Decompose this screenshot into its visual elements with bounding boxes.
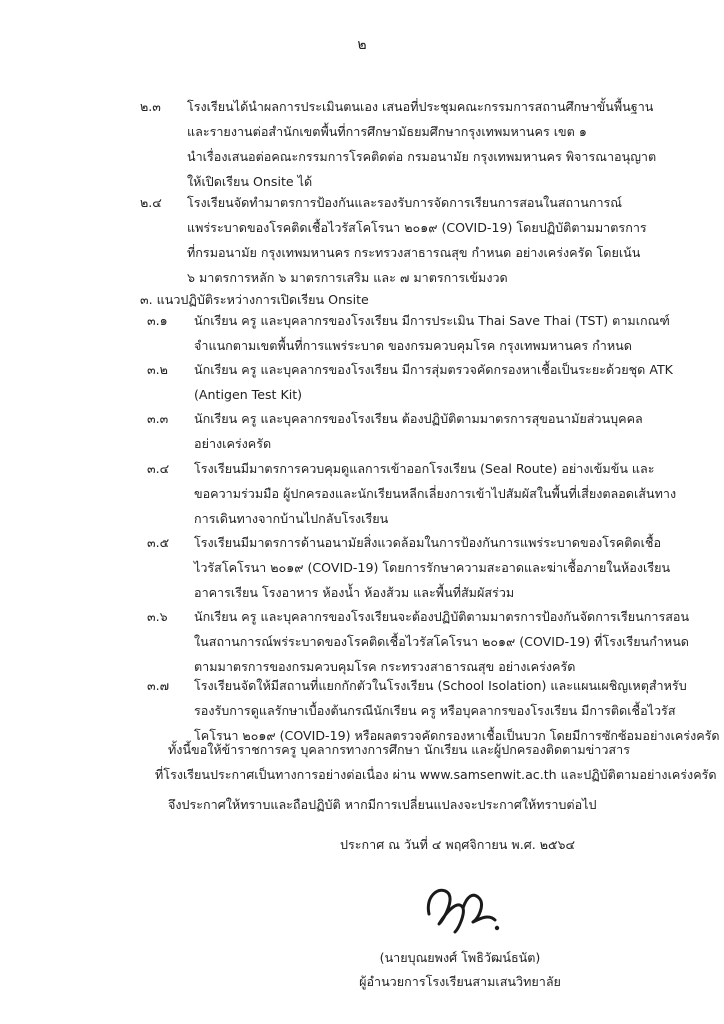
- text-line: โรงเรียนได้นำผลการประเมินตนเอง เสนอที่ประชุมคณะกรรมการสถานศึกษาขั้นพื้นฐาน: [187, 99, 654, 114]
- item-number: ๒.๔: [140, 195, 162, 210]
- item-number: ๒.๓: [140, 99, 161, 114]
- text-line: นำเรื่องเสนอต่อคณะกรรมการโรคติดต่อ กรมอนามัย กรุงเทพมหานคร พิจารณาอนุญาต: [187, 149, 657, 164]
- signature-mark: [415, 878, 505, 940]
- item-text: [187, 190, 647, 290]
- text-line: โรงเรียนจัดทำมาตรการป้องกันและรองรับการจัดการเรียนการสอนในสถานการณ์: [187, 195, 622, 210]
- text-line: โรงเรียนจัดให้มีสถานที่แยกกักตัวในโรงเรียน (School Isolation) และแผนเผชิญเหตุสำหรับ: [194, 678, 687, 693]
- signature: [415, 878, 505, 940]
- text-line: ให้เปิดเรียน Onsite ได้: [187, 174, 313, 189]
- item-number: ๓.๖: [147, 609, 168, 624]
- text-line: นักเรียน ครู และบุคลากรของโรงเรียน มีการประเมิน Thai Save Thai (TST) ตามเกณฑ์: [194, 313, 670, 328]
- text-line: อาคารเรียน โรงอาหาร ห้องน้ำ ห้องส้วม และพื้นที่สัมผัสร่วม: [194, 585, 515, 600]
- item-text: [194, 406, 643, 456]
- text-line: นักเรียน ครู และบุคลากรของโรงเรียน ต้องปฏิบัติตามมาตรการสุขอนามัยส่วนบุคคล: [194, 411, 643, 426]
- text-line: นักเรียน ครู และบุคลากรของโรงเรียน มีการสุ่มตรวจคัดกรองหาเชื้อเป็นระยะด้วยชุด ATK: [194, 362, 673, 377]
- announcement-line: จึงประกาศให้ทราบและถือปฏิบัติ หากมีการเปลี่ยนแปลงจะประกาศให้ทราบต่อไป: [168, 797, 597, 812]
- item-number: ๓.๔: [147, 461, 170, 476]
- text-line: และรายงานต่อสำนักเขตพื้นที่การศึกษามัธยมศึกษากรุงเทพมหานคร เขต ๑: [187, 124, 587, 139]
- item-number: ๓.๓: [147, 411, 169, 426]
- item-text: [194, 357, 673, 407]
- text-line: ในสถานการณ์พร่ระบาดของโรคติดเชื้อไวรัสโคโรนา ๒๐๑๙ (COVID-19) ที่โรงเรียนกำหนด: [194, 634, 689, 649]
- text-line: โคโรนา ๒๐๑๙ (COVID-19) หรือผลตรวจคัดกรองหาเชื้อเป็นบวก โดยมีการซักซ้อมอย่างเคร่งครัด: [194, 728, 720, 743]
- signer-name: (นายบุณยพงศ์ โพธิวัฒน์ธนัต): [379, 950, 541, 965]
- item-text: [194, 456, 676, 531]
- item-number: ๓.๕: [147, 535, 170, 550]
- text-line: โรงเรียนมีมาตรการควบคุมดูแลการเข้าออกโรงเรียน (Seal Route) อย่างเข้มข้น และ: [194, 461, 655, 476]
- signer-title: ผู้อำนวยการโรงเรียนสามเสนวิทยาลัย: [359, 974, 561, 989]
- text-line: โรงเรียนมีมาตรการด้านอนามัยสิ่งแวดล้อมในการป้องกันการแพร่ระบาดของโรคติดเชื้อ: [194, 535, 662, 550]
- text-line: ทั้งนี้ขอให้ข้าราชการครู บุคลากรทางการศึกษา นักเรียน และผู้ปกครองติดตามข่าวสาร: [168, 742, 630, 757]
- text-line: (Antigen Test Kit): [194, 387, 303, 402]
- item-text: [194, 308, 670, 358]
- date-line: ประกาศ ณ วันที่ ๔ พฤศจิกายน พ.ศ. ๒๕๖๔: [340, 837, 576, 852]
- text-line: อย่างเคร่งครัด: [194, 436, 272, 451]
- text-line: ที่กรมอนามัย กรุงเทพมหานคร กระทรวงสาธารณสุข กำหนด อย่างเคร่งครัด โดยเน้น: [187, 245, 641, 260]
- item-text: [194, 604, 689, 679]
- text-line: ตามมาตรการของกรมควบคุมโรค กระทรวงสาธารณสุข อย่างเคร่งครัด: [194, 659, 576, 674]
- item-text: [194, 530, 670, 605]
- item-number: ๓.๒: [147, 362, 168, 377]
- text-line: ขอความร่วมมือ ผู้ปกครองและนักเรียนหลีกเลี่ยงการเข้าไปสัมผัสในพื้นที่เสี่ยงตลอดเส้นทาง: [194, 486, 677, 501]
- text-line: ที่โรงเรียนประกาศเป็นทางการอย่างต่อเนื่อง ผ่าน www.samsenwit.ac.th และปฏิบัติตามอย่างเคร่งครัด: [155, 767, 717, 782]
- item-number: ๓.๑: [147, 313, 168, 328]
- text-line: แพร่ระบาดของโรคติดเชื้อไวรัสโคโรนา ๒๐๑๙ (COVID-19) โดยปฏิบัติตามมาตรการ: [187, 220, 647, 235]
- text-line: การเดินทางจากบ้านไปกลับโรงเรียน: [194, 511, 389, 526]
- page-number: ๒: [357, 37, 367, 53]
- item-number: ๓.๗: [147, 678, 170, 693]
- closing-paragraph: [155, 737, 717, 787]
- text-line: จำแนกตามเขตพื้นที่การแพร่ระบาด ของกรมควบคุมโรค กรุงเทพมหานคร กำหนด: [194, 338, 632, 353]
- section-3-heading: ๓. แนวปฏิบัติระหว่างการเปิดเรียน Onsite: [140, 292, 369, 307]
- text-line: นักเรียน ครู และบุคลากรของโรงเรียนจะต้องปฏิบัติตามมาตรการป้องกันจัดการเรียนการสอน: [194, 609, 690, 624]
- text-line: ๖ มาตรการหลัก ๖ มาตรการเสริม และ ๗ มาตรการเข้มงวด: [187, 270, 508, 285]
- text-line: รองรับการดูแลรักษาเบื้องต้นกรณีนักเรียน ครู หรือบุคลากรของโรงเรียน มีการติดเชื้อไวรัส: [194, 703, 676, 718]
- text-line: ไวรัสโคโรนา ๒๐๑๙ (COVID-19) โดยการรักษาความสะอาดและฆ่าเชื้อภายในห้องเรียน: [194, 560, 671, 575]
- item-text: [187, 94, 656, 194]
